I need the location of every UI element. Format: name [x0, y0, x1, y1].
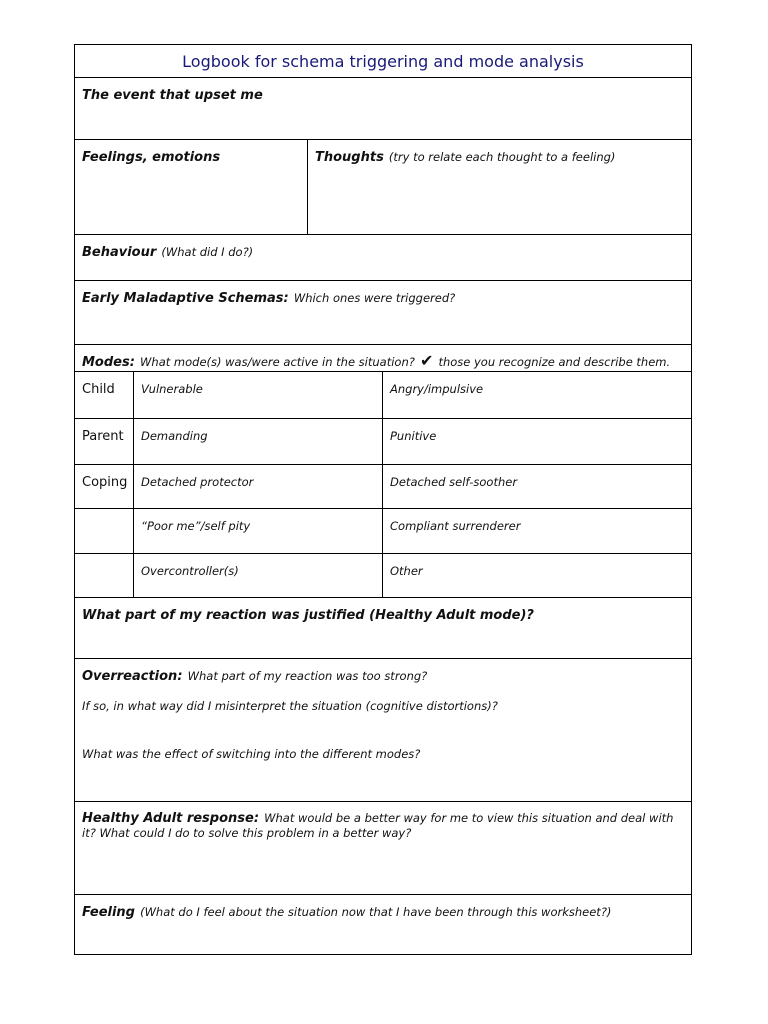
mode-category-label: Coping [82, 475, 128, 490]
healthy-adult-label: Healthy Adult response: [82, 811, 260, 826]
mode-cell-poor-me[interactable] [133, 508, 383, 554]
feeling-section[interactable] [74, 894, 692, 955]
mode-cell-vulnerable[interactable] [133, 371, 383, 419]
mode-label: Punitive [390, 429, 437, 443]
mode-cell-demanding[interactable] [133, 418, 383, 465]
mode-category-coping [74, 464, 134, 509]
feelings-section[interactable] [74, 139, 308, 235]
mode-label: Other [390, 564, 423, 578]
checkmark-icon: ✔ [419, 351, 434, 370]
mode-category-blank [74, 553, 134, 598]
mode-cell-overcontroller[interactable] [133, 553, 383, 598]
thoughts-label: Thoughts [315, 150, 384, 165]
worksheet [74, 44, 692, 955]
mode-cell-detached-protector[interactable] [133, 464, 383, 509]
mode-category-parent [74, 418, 134, 465]
schemas-hint: Which ones were triggered? [293, 291, 456, 305]
modes-header [74, 344, 692, 372]
modes-hint: What mode(s) was/were active in the situation? [140, 355, 415, 369]
mode-label: Overcontroller(s) [141, 564, 239, 578]
overreaction-label: Overreaction: [82, 669, 183, 684]
mode-category-label: Parent [82, 429, 124, 444]
feeling-hint: (What do I feel about the situation now that I have been through this worksheet?) [140, 905, 612, 919]
mode-cell-other[interactable] [382, 553, 692, 598]
thoughts-section[interactable] [307, 139, 692, 235]
event-label: The event that upset me [82, 88, 263, 103]
mode-label: “Poor me”/self pity [141, 519, 251, 533]
event-section[interactable] [74, 77, 692, 140]
mode-category-blank [74, 508, 134, 554]
healthy-adult-section[interactable] [74, 801, 692, 895]
overreaction-section[interactable] [74, 658, 692, 802]
worksheet-title: Logbook for schema triggering and mode analysis [74, 44, 692, 78]
overreaction-question-distortions: If so, in what way did I misinterpret the situation (cognitive distortions)? [82, 699, 498, 713]
schemas-section[interactable] [74, 280, 692, 345]
overreaction-question-modes: What was the effect of switching into the different modes? [82, 747, 421, 761]
mode-category-label: Child [82, 382, 115, 397]
mode-cell-punitive[interactable] [382, 418, 692, 465]
justified-label: What part of my reaction was justified (Healthy Adult mode)? [82, 608, 534, 623]
mode-cell-angry-impulsive[interactable] [382, 371, 692, 419]
healthy-adult-hint-2: it? What could I do to solve this problem in a better way? [82, 826, 412, 840]
mode-category-child [74, 371, 134, 419]
feeling-label: Feeling [82, 905, 135, 920]
mode-label: Detached protector [141, 475, 254, 489]
behaviour-section[interactable] [74, 234, 692, 281]
thoughts-hint: (try to relate each thought to a feeling) [388, 150, 616, 164]
mode-label: Demanding [141, 429, 208, 443]
mode-label: Compliant surrenderer [390, 519, 521, 533]
mode-cell-compliant-surrenderer[interactable] [382, 508, 692, 554]
behaviour-label: Behaviour [82, 245, 157, 260]
healthy-adult-hint-1: What would be a better way for me to view this situation and deal with [264, 811, 674, 825]
justified-section[interactable] [74, 597, 692, 659]
mode-label: Angry/impulsive [390, 382, 484, 396]
mode-label: Detached self-soother [390, 475, 518, 489]
overreaction-hint: What part of my reaction was too strong? [187, 669, 428, 683]
feelings-label: Feelings, emotions [82, 150, 221, 165]
schemas-label: Early Maladaptive Schemas: [82, 291, 289, 306]
modes-hint-2: those you recognize and describe them. [438, 355, 671, 369]
mode-label: Vulnerable [141, 382, 203, 396]
behaviour-hint: (What did I do?) [161, 245, 254, 259]
modes-label: Modes: [82, 355, 135, 370]
mode-cell-detached-self-soother[interactable] [382, 464, 692, 509]
